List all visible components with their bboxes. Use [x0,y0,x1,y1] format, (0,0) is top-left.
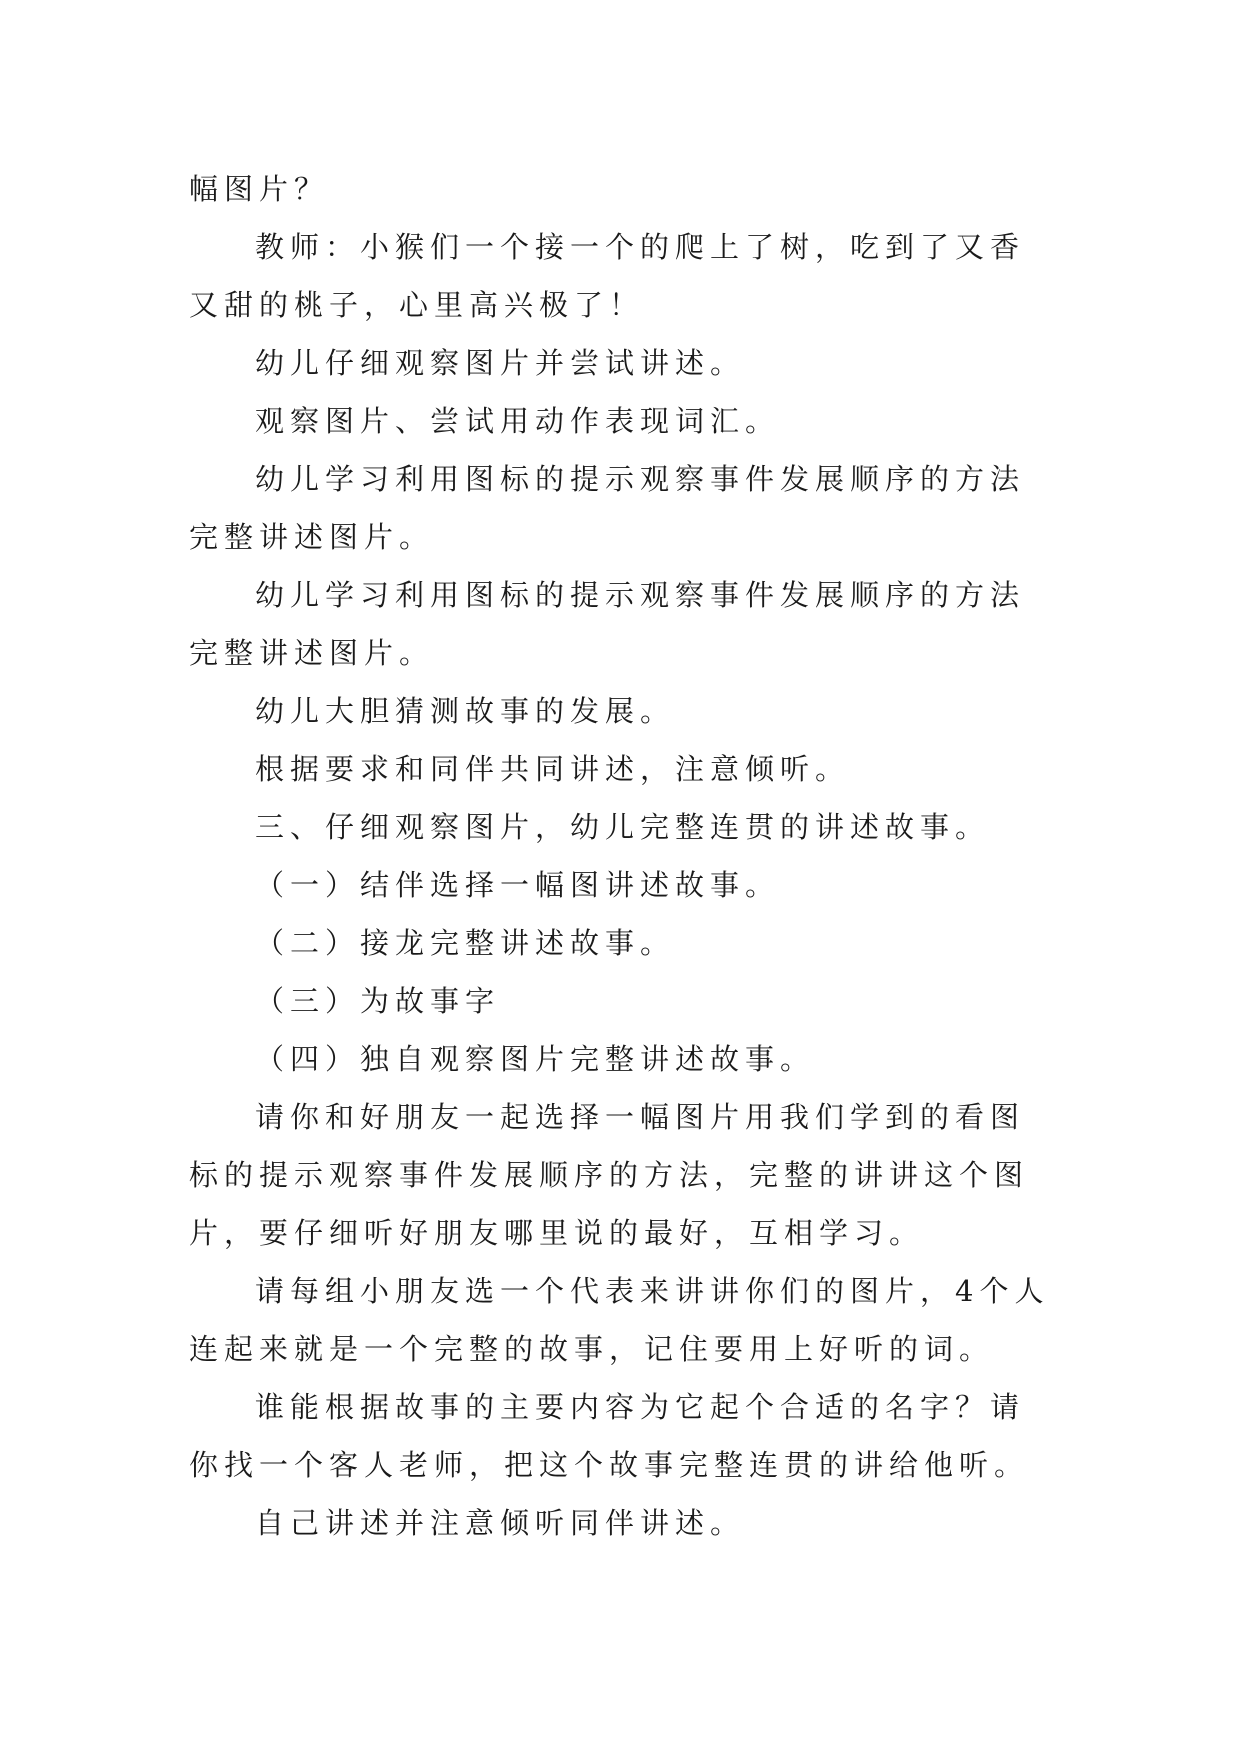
paragraph-4: 观察图片、尝试用动作表现词汇。 [255,404,781,438]
subitem-3: （三）为故事字 [255,984,501,1018]
subitem-1: （一）结伴选择一幅图讲述故事。 [255,868,781,902]
subitem-4: （四）独自观察图片完整讲述故事。 [255,1042,816,1076]
paragraph-3: 幼儿仔细观察图片并尝试讲述。 [255,346,746,380]
paragraph-5: 幼儿学习利用图标的提示观察事件发展顺序的方法完整讲述图片。 [189,462,1026,554]
document-body [189,160,1051,1552]
paragraph-17: 自己讲述并注意倾听同伴讲述。 [255,1506,746,1540]
subitem-2: （二）接龙完整讲述故事。 [255,926,676,960]
paragraph-15: 请每组小朋友选一个代表来讲讲你们的图片，4个人连起来就是一个完整的故事，记住要用上好听的词。 [189,1274,1050,1366]
section-heading-3: 三、仔细观察图片，幼儿完整连贯的讲述故事。 [255,810,991,844]
paragraph-6: 幼儿学习利用图标的提示观察事件发展顺序的方法完整讲述图片。 [189,578,1026,670]
paragraph-2: 教师：小猴们一个接一个的爬上了树，吃到了又香又甜的桃子，心里高兴极了！ [189,230,1026,322]
paragraph-8: 根据要求和同伴共同讲述，注意倾听。 [255,752,851,786]
paragraph-14: 请你和好朋友一起选择一幅图片用我们学到的看图标的提示观察事件发展顺序的方法，完整的讲讲这个图片，要仔细听好朋友哪里说的最好，互相学习。 [189,1100,1030,1250]
paragraph-7: 幼儿大胆猜测故事的发展。 [255,694,676,728]
paragraph-16: 谁能根据故事的主要内容为它起个合适的名字？请你找一个客人老师，把这个故事完整连贯的讲给他听。 [189,1390,1030,1482]
paragraph-1: 幅图片？ [189,172,330,206]
